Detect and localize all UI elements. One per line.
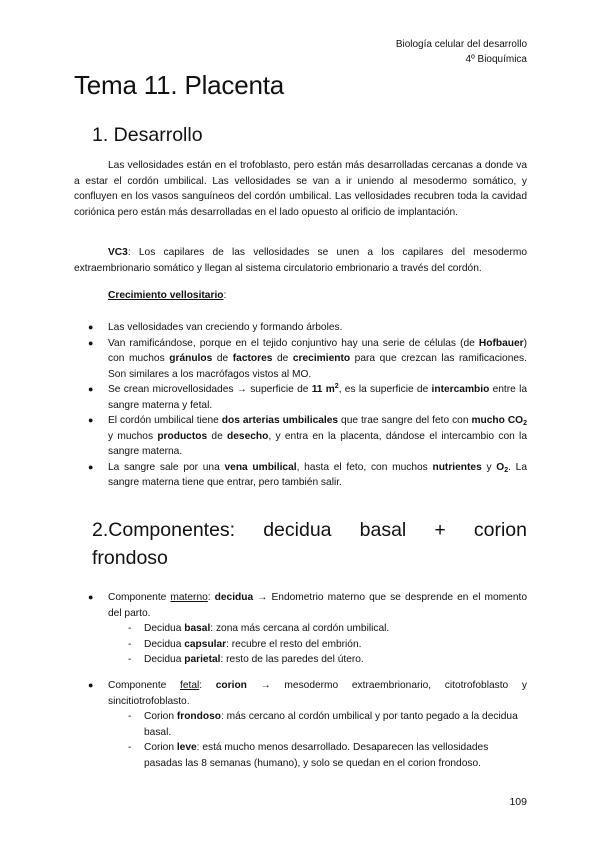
list-item: [74, 590, 527, 668]
bullet-text: La sangre sale por una: [108, 461, 225, 473]
bullet-text: de: [207, 430, 228, 442]
bullet-text: :: [207, 592, 215, 603]
sub-item-text: : está mucho menos desarrollado. Desaparecen las vellosidades pasadas las 8 semanas (humano), y solo se quedan en el corion frondoso.: [144, 742, 489, 769]
vc3-label: VC3: [108, 247, 128, 258]
bold-term: crecimiento: [292, 353, 351, 364]
bold-term: desecho: [227, 430, 269, 442]
sub-list-item: [108, 740, 527, 771]
header-subject: Biología celular del desarrollo: [395, 39, 527, 50]
bold-term: [471, 415, 527, 426]
paragraph-vc3: [74, 245, 527, 276]
bold-term: leve: [176, 742, 197, 753]
corion-sublist: [108, 709, 527, 771]
bullet-icon: ●: [88, 415, 94, 425]
dash-icon: -: [128, 711, 132, 722]
sub-item-text: : recubre el resto del embrión.: [226, 638, 362, 650]
bullet-text: :: [199, 680, 216, 691]
bullet-text: . La sangre materna tiene que entrar, pero también salir.: [108, 461, 527, 488]
bullet-text: entre la sangre materna y fetal.: [108, 384, 527, 411]
dash-icon: -: [128, 638, 132, 650]
bullet-icon: ●: [88, 322, 94, 332]
sub-item-text: : resto de las paredes del útero.: [220, 654, 364, 665]
sub-item-text: : zona más cercana al cordón umbilical.: [210, 623, 390, 634]
bullet-text: de: [212, 353, 233, 364]
section-heading-componentes: [92, 516, 527, 572]
dash-icon: -: [128, 654, 132, 665]
bullet-text: ) con muchos: [108, 337, 527, 364]
bullet-icon: ●: [88, 384, 94, 394]
bullet-text: , hasta el feto, con muchos: [296, 461, 433, 473]
vc3-text: : Los capilares de las vellosidades se unen a los capilares del mesodermo extraembrionario somático y llegan al sistema circulatorio embrionario a través del cordón.: [74, 247, 527, 274]
bullet-text: Componente: [108, 592, 171, 603]
bold-term: vena umbilical: [224, 461, 297, 473]
bullet-text: y muchos: [108, 430, 158, 442]
sub-list-item: [108, 709, 527, 740]
dash-icon: -: [128, 742, 132, 753]
crecimiento-bullet-list: [74, 320, 527, 491]
componente-materno-list: [74, 590, 527, 668]
sub-item-text: Decidua: [144, 638, 185, 650]
bold-term: productos: [157, 430, 208, 442]
bullet-text: → Endometrio materno que se desprende en el momento del parto.: [108, 592, 527, 619]
bullet-text: Las vellosidades van creciendo y formando árboles.: [108, 322, 343, 333]
bullet-text: para que crezcan las ramificaciones. Son similares a los macrófagos vistos al MO.: [108, 353, 527, 380]
bold-term: decidua: [214, 592, 254, 603]
sub-item-text: Decidua: [144, 623, 185, 634]
page-header: [396, 37, 527, 67]
bold-term: [496, 462, 508, 473]
list-item: [74, 678, 527, 771]
sub-item-text: Corion: [144, 711, 177, 722]
sub-list-item: [108, 621, 527, 637]
bold-term: nutrientes: [432, 461, 482, 473]
bullet-icon: ●: [88, 592, 94, 602]
bullet-text: , es la superficie de: [338, 384, 432, 395]
subscript: 2: [504, 466, 509, 474]
bullet-text: Componente: [108, 680, 180, 691]
bullet-text: , y entra en la placenta, dándose el intercambio con la sangre materna.: [108, 430, 527, 457]
bullet-text: Van ramificándose, porque en el tejido conjuntivo hay una serie de células (de: [108, 337, 479, 349]
bold-term: gránulos: [169, 353, 213, 364]
bold-term: Hofbauer: [478, 337, 524, 349]
bold-term: capsular: [184, 638, 227, 650]
underlined-term: fetal: [180, 680, 200, 691]
dash-icon: -: [128, 623, 132, 634]
header-course: 4º Bioquímica: [465, 54, 527, 65]
bold-term: parietal: [184, 654, 221, 665]
sub-list-item: [108, 652, 527, 668]
bullet-text: de: [272, 353, 293, 364]
bold-term-text: O: [496, 461, 505, 473]
underlined-term: materno: [170, 592, 208, 603]
bullet-text: → mesodermo extraembrionario, citotrofoblasto y sincitiotrofoblasto.: [108, 680, 527, 707]
bullet-text: que trae sangre del feto con: [338, 415, 472, 426]
heading-line-2: frondoso: [92, 547, 168, 569]
bold-term-text: 11 m: [311, 384, 335, 395]
bold-term: factores: [232, 353, 273, 364]
sub-item-text: : más cercano al cordón umbilical y por tanto pegado a la decidua basal.: [144, 711, 518, 738]
bold-term-text: mucho CO: [471, 415, 524, 426]
list-item: [74, 460, 527, 491]
superscript: 2: [334, 383, 339, 390]
subheading-crecimiento: [108, 288, 528, 304]
componente-fetal-list: [74, 678, 527, 771]
page-number: 109: [509, 796, 527, 808]
bullet-icon: ●: [88, 337, 94, 348]
list-item: [74, 382, 527, 413]
list-item: [74, 413, 527, 460]
bullet-text: El cordón umbilical tiene: [108, 415, 222, 426]
subheading-crecimiento-text: Crecimiento vellositario: [108, 290, 224, 301]
bullet-text: Se crean microvellosidades → superficie de: [108, 384, 312, 395]
list-item: [74, 320, 527, 336]
subheading-colon: :: [223, 290, 227, 301]
sub-item-text: Decidua: [144, 654, 185, 665]
bullet-icon: ●: [88, 461, 94, 472]
bullet-icon: ●: [88, 680, 94, 690]
bold-term: corion: [215, 680, 247, 691]
chapter-title: Tema 11. Placenta: [74, 70, 285, 100]
bold-term: [312, 384, 339, 395]
bold-term: basal: [184, 623, 211, 634]
bullet-text: y: [481, 461, 497, 473]
bold-term: dos arterias umbilicales: [221, 415, 339, 426]
bold-term: frondoso: [176, 711, 221, 722]
paragraph-vellosidades: Las vellosidades están en el trofoblasto, pero están más desarrolladas cercanas a donde va a estar el cordón umbilical. Las vellosidades se van a ir uniendo al mesodermo somático, y confluyen en los vasos sanguíneos del cordón umbilical. Las vellosidades recubren toda la cavidad coriónica pero están más desarrolladas en el lado opuesto al orificio de implantación.: [74, 160, 527, 218]
subscript: 2: [523, 420, 528, 427]
bold-term: intercambio: [431, 384, 490, 395]
sub-item-text: Corion: [144, 742, 177, 753]
heading-line-1: 2.Componentes: decidua basal + corion: [92, 519, 527, 541]
sub-list-item: [108, 637, 527, 653]
section-heading-desarrollo: 1. Desarrollo: [92, 124, 203, 146]
list-item: [74, 336, 527, 383]
decidua-sublist: [108, 621, 527, 668]
